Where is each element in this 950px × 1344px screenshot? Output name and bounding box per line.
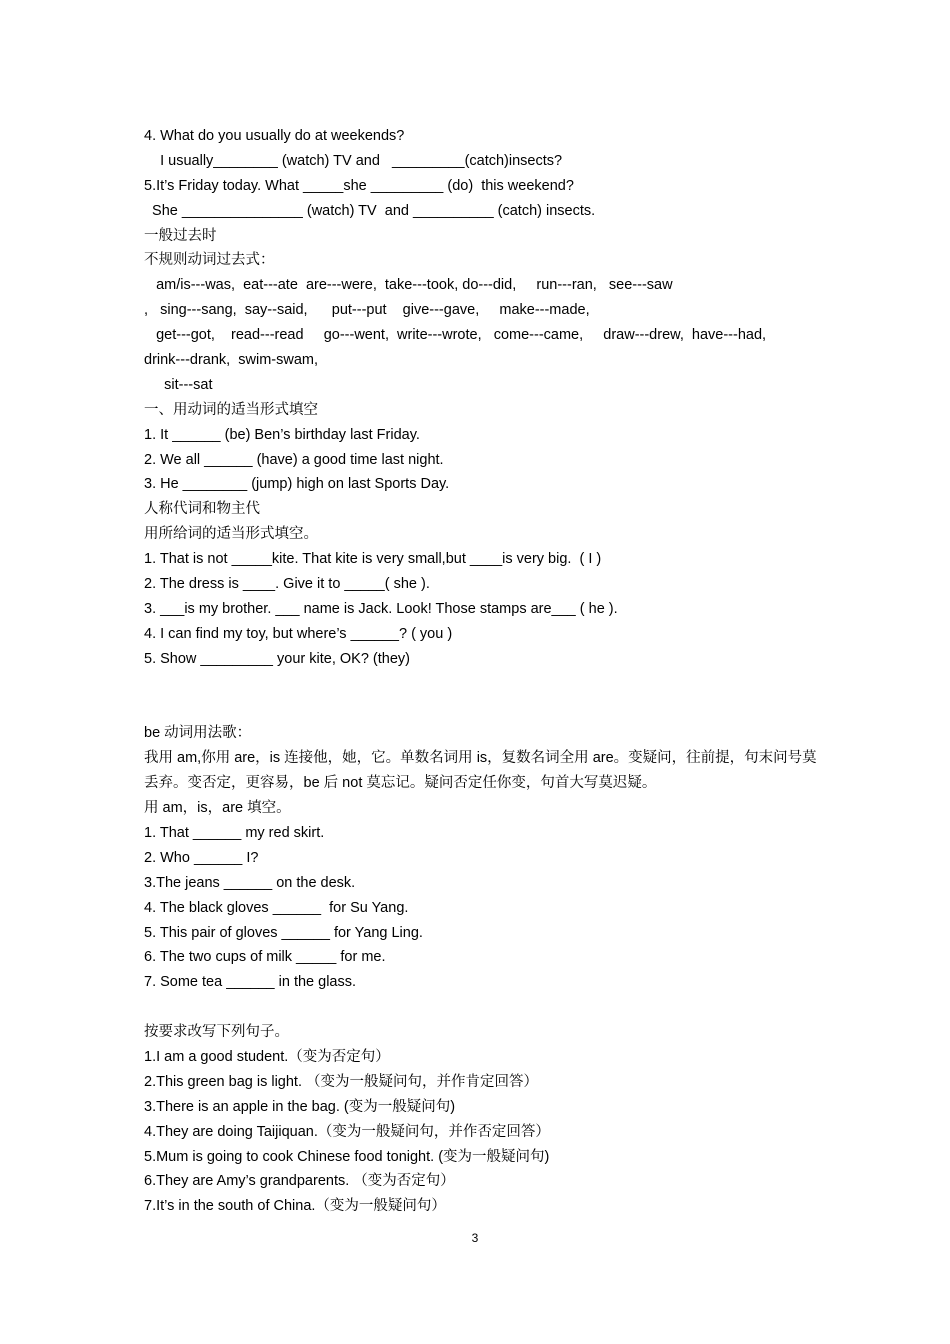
exercise-item: 5. This pair of gloves ______ for Yang Ling.: [144, 924, 423, 941]
section-instruction: 用所给词的适当形式填空。: [144, 526, 318, 543]
exercise-item: 2.This green bag is light. （变为一般疑问句，并作肯定回答）: [144, 1073, 539, 1090]
exercise-item: 3. He ________ (jump) high on last Sports Day.: [144, 476, 450, 493]
blank-space: [144, 672, 824, 722]
exercise-item: 2. The dress is ____. Give it to _____( she ).: [144, 576, 430, 593]
section-heading: 人称代词和物主代: [144, 501, 260, 518]
exercise-item: 7. Some tea ______ in the glass.: [144, 974, 357, 991]
exercise-item: 4. I can find my toy, but where’s ______? ( you ): [144, 625, 453, 642]
exercise-item: 3.There is an apple in the bag. (变为一般疑问句): [144, 1098, 456, 1115]
exercise-item: 3. ___is my brother. ___ name is Jack. Look! Those stamps are___ ( he ).: [144, 600, 618, 617]
exercise-item: 3.The jeans ______ on the desk.: [144, 874, 356, 891]
be-verb-song: 我用 am,你用 are，is 连接他，她，它。单数名词用 is，复数名词全用 are。变疑问，往前提，句末问号莫丢弃。变否定，更容易，be 后 not 莫忘记。疑问否定任你变，句首大写莫迟疑。: [144, 750, 817, 792]
section-instruction: 用 am，is，are 填空。: [144, 800, 291, 817]
exercise-item: 1. That ______ my red skirt.: [144, 824, 325, 841]
exercise-item: 5. Show _________ your kite, OK? (they): [144, 650, 410, 667]
section-heading: be 动词用法歌：: [144, 725, 252, 742]
page-content: [144, 124, 824, 1219]
verb-list-line: am/is---was, eat---ate are---were, take---took, do---did, run---ran, see---saw: [144, 277, 673, 294]
section-heading: 按要求改写下列句子。: [144, 1024, 289, 1041]
question-text: 4. What do you usually do at weekends?: [144, 128, 405, 144]
verb-list-line: sit---sat: [144, 376, 213, 393]
section-heading: 一、用动词的适当形式填空: [144, 401, 318, 418]
exercise-item: 6. The two cups of milk _____ for me.: [144, 949, 386, 966]
exercise-item: 4. The black gloves ______ for Su Yang.: [144, 899, 409, 916]
exercise-item: 1.I am a good student.（变为否定句）: [144, 1049, 390, 1065]
exercise-item: 6.They are Amy’s grandparents. （变为否定句）: [144, 1173, 455, 1190]
exercise-item: 5.Mum is going to cook Chinese food tonight. (变为一般疑问句): [144, 1148, 550, 1165]
exercise-item: 4.They are doing Taijiquan.（变为一般疑问句，并作否定回答）: [144, 1123, 550, 1140]
exercise-item: 2. We all ______ (have) a good time last night.: [144, 451, 444, 468]
exercise-item: 7.It’s in the south of China.（变为一般疑问句）: [144, 1198, 446, 1215]
question-text: 5.It’s Friday today. What _____she _________ (do) this weekend?: [144, 177, 574, 194]
section-subheading: 不规则动词过去式：: [144, 252, 275, 269]
verb-list-line: get---got, read---read go---went, write---wrote, come---came, draw---drew, have---had,: [144, 327, 767, 344]
answer-text: She _______________ (watch) TV and __________ (catch) insects.: [144, 202, 596, 219]
verb-list-line: drink---drank, swim-swam,: [144, 352, 319, 369]
exercise-item: 2. Who ______ I?: [144, 849, 259, 866]
page-number: 3: [471, 1231, 479, 1245]
verb-list-line: , sing---sang, say--said, put---put give---gave, make---made,: [144, 302, 590, 319]
section-heading: 一般过去时: [144, 227, 217, 244]
blank-space: [144, 995, 824, 1020]
exercise-item: 1. That is not _____kite. That kite is very small,but ____is very big. ( I ): [144, 551, 602, 568]
answer-text: I usually________ (watch) TV and _________(catch)insects?: [144, 152, 563, 169]
exercise-item: 1. It ______ (be) Ben’s birthday last Friday.: [144, 426, 420, 443]
